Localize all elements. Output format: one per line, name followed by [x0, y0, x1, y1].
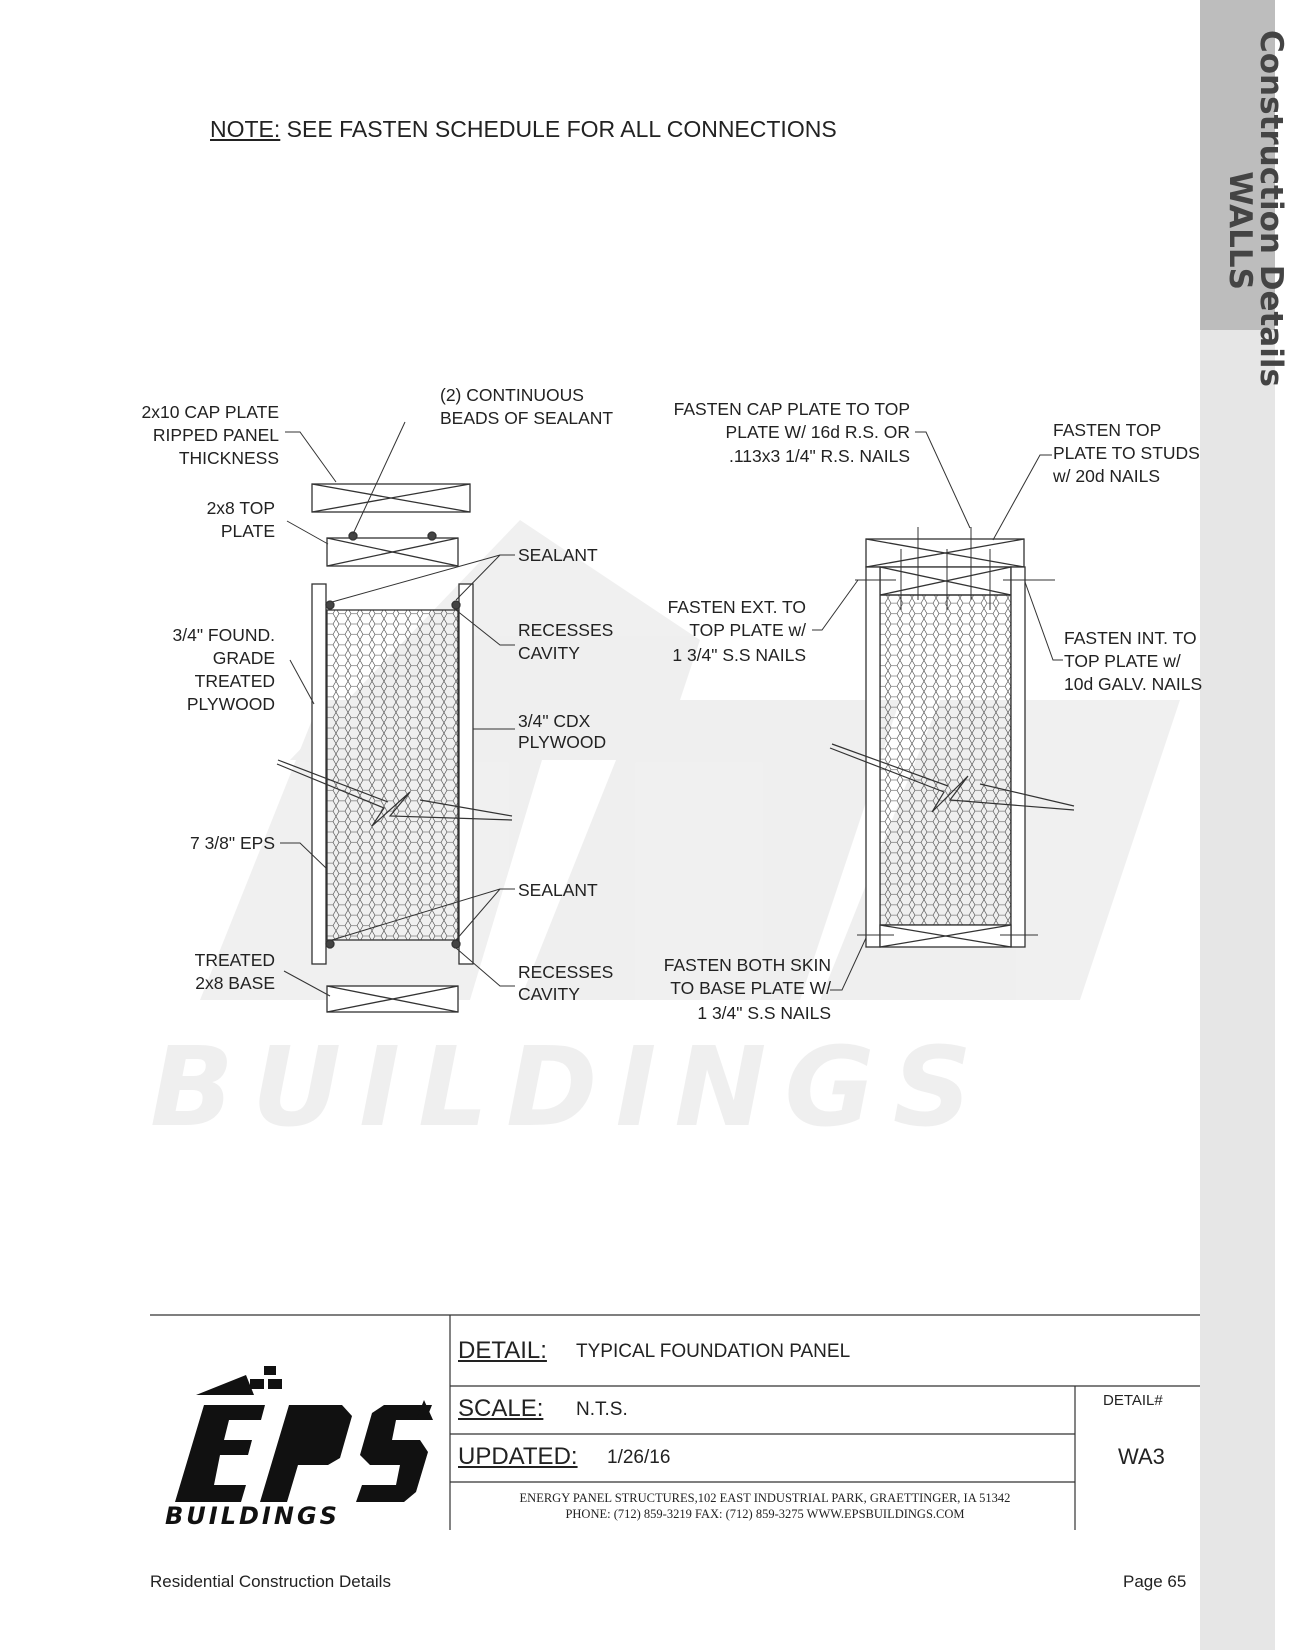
label-found-plywood-3: TREATED: [194, 671, 275, 691]
label-top-plate-1: 2x8 TOP: [206, 498, 275, 518]
label-sealant-beads-2: BEADS OF SEALANT: [440, 408, 614, 428]
label-sealant-beads-1: (2) CONTINUOUS: [440, 385, 584, 405]
updated-value: 1/26/16: [607, 1447, 671, 1468]
label-top-plate-2: PLATE: [220, 521, 275, 541]
label-fasten-cap-3: .113x3 1/4" R.S. NAILS: [729, 446, 910, 466]
footer-left: Residential Construction Details: [150, 1572, 391, 1591]
label-recesses-bottom-1: RECESSES: [518, 962, 614, 982]
page-number: Page 65: [1123, 1572, 1187, 1591]
label-fasten-top-2: PLATE TO STUDS: [1053, 443, 1200, 463]
label-treated-base-2: 2x8 BASE: [195, 973, 275, 993]
detail-value: TYPICAL FOUNDATION PANEL: [576, 1341, 851, 1362]
label-cap-plate-2: RIPPED PANEL: [152, 425, 279, 445]
label-fasten-base-2: TO BASE PLATE W/: [670, 978, 831, 998]
scale-key: SCALE:: [458, 1395, 544, 1422]
label-fasten-int-1: FASTEN INT. TO: [1064, 628, 1197, 648]
side-tab-line2: WALLS: [1222, 171, 1258, 290]
label-fasten-ext-3: 1 3/4" S.S NAILS: [672, 645, 806, 665]
detail-number-value: WA3: [1118, 1444, 1165, 1469]
label-fasten-ext-1: FASTEN EXT. TO: [667, 597, 806, 617]
note-key: NOTE:: [210, 116, 281, 142]
label-cdx-plywood-1: 3/4" CDX: [518, 711, 591, 731]
label-found-plywood-2: GRADE: [212, 648, 275, 668]
label-sealant-top: SEALANT: [518, 545, 598, 565]
scale-value: N.T.S.: [576, 1399, 628, 1420]
detail-key: DETAIL:: [458, 1337, 547, 1364]
label-fasten-base-1: FASTEN BOTH SKIN: [663, 955, 831, 975]
label-fasten-int-2: TOP PLATE w/: [1064, 651, 1181, 671]
label-found-plywood-4: PLYWOOD: [186, 694, 275, 714]
updated-key: UPDATED:: [458, 1443, 578, 1470]
label-fasten-top-1: FASTEN TOP: [1053, 420, 1162, 440]
label-fasten-int-3: 10d GALV. NAILS: [1064, 674, 1203, 694]
note-text: SEE FASTEN SCHEDULE FOR ALL CONNECTIONS: [286, 116, 837, 142]
label-recesses-bottom-2: CAVITY: [518, 984, 580, 1004]
label-cdx-plywood-2: PLYWOOD: [518, 732, 607, 752]
side-tab-line1: Construction Details: [1253, 30, 1289, 387]
label-eps: 7 3/8" EPS: [189, 833, 275, 853]
logo-text: BUILDINGS: [165, 1502, 340, 1530]
eps-logo: [165, 1366, 433, 1530]
label-fasten-cap-1: FASTEN CAP PLATE TO TOP: [673, 399, 910, 419]
label-sealant-bottom: SEALANT: [518, 880, 598, 900]
label-found-plywood-1: 3/4" FOUND.: [172, 625, 275, 645]
company-address: [450, 1490, 1080, 1522]
label-cap-plate-3: THICKNESS: [178, 448, 279, 468]
label-cap-plate-1: 2x10 CAP PLATE: [141, 402, 279, 422]
address-line-2: PHONE: (712) 859-3219 FAX: (712) 859-3275 WWW.EPSBUILDINGS.COM: [565, 1507, 965, 1521]
label-recesses-top-1: RECESSES: [518, 620, 614, 640]
detail-number-key: DETAIL#: [1103, 1392, 1163, 1409]
label-fasten-cap-2: PLATE W/ 16d R.S. OR: [725, 422, 910, 442]
label-fasten-base-3: 1 3/4" S.S NAILS: [697, 1003, 831, 1023]
label-recesses-top-2: CAVITY: [518, 643, 580, 663]
label-treated-base-1: TREATED: [194, 950, 275, 970]
watermark-text: BUILDINGS: [150, 1023, 990, 1151]
address-line-1: ENERGY PANEL STRUCTURES,102 EAST INDUSTRIAL PARK, GRAETTINGER, IA 51342: [519, 1491, 1011, 1505]
label-fasten-ext-2: TOP PLATE w/: [689, 620, 806, 640]
label-fasten-top-3: w/ 20d NAILS: [1053, 466, 1160, 486]
